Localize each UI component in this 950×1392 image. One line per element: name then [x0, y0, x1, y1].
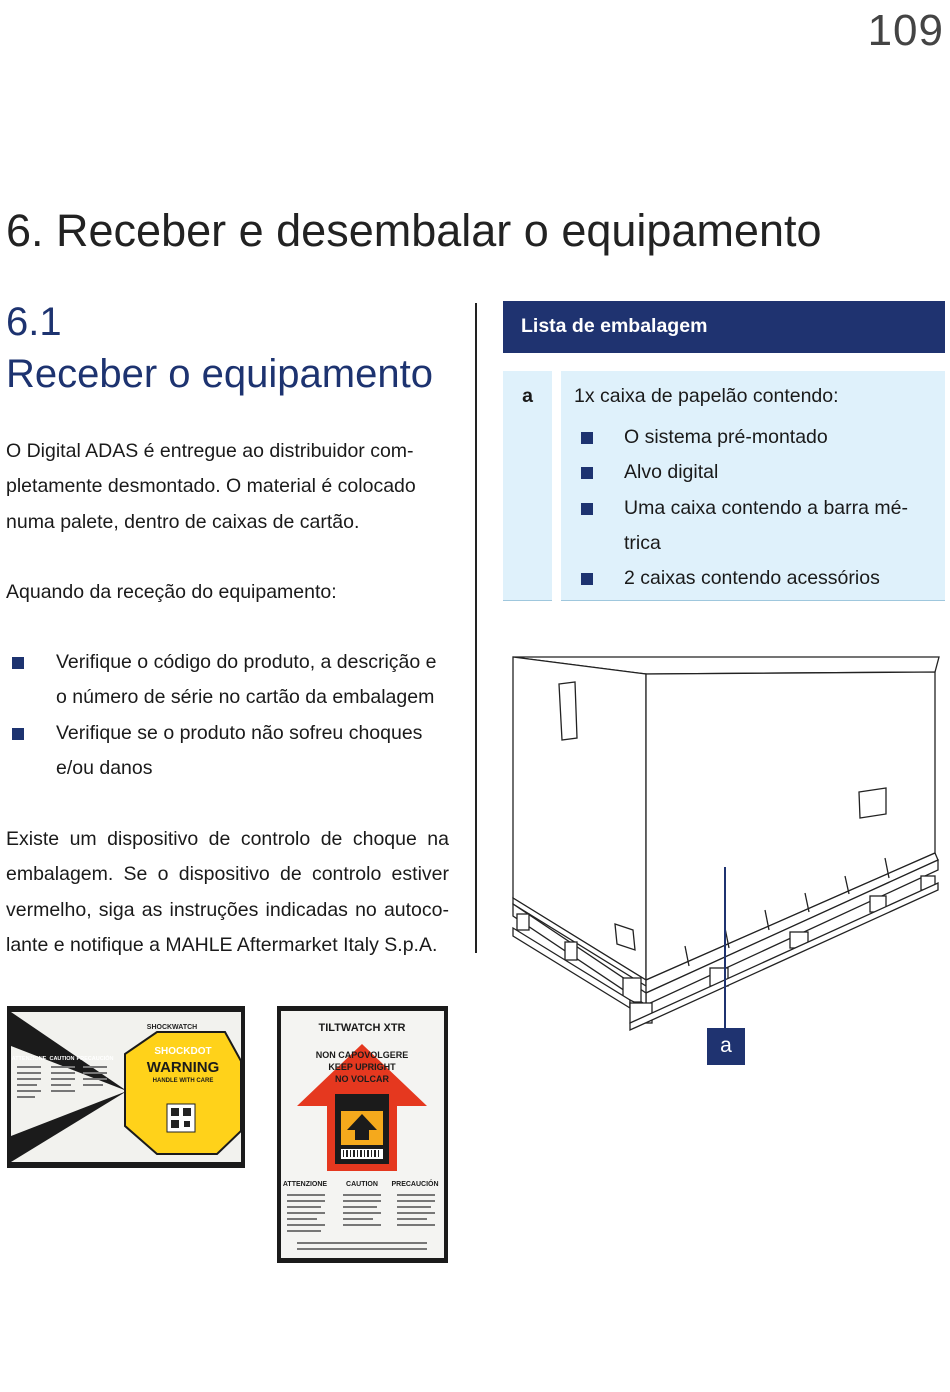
tiltwatch-col1: ATTENZIONE	[282, 1181, 328, 1188]
packing-lead: 1x caixa de papelão contendo:	[574, 385, 839, 407]
square-bullet-icon	[581, 467, 593, 479]
packing-item-text: 2 caixas contendo acessórios	[624, 567, 880, 590]
packing-list-header: Lista de embalagem	[503, 301, 945, 353]
packing-item-text: Uma caixa contendo a barra métrica	[624, 496, 908, 554]
page-number: 109	[867, 6, 944, 55]
square-bullet-icon	[581, 573, 593, 585]
shockwatch-product: SHOCKDOT	[154, 1046, 212, 1057]
shock-paragraph: Existe um dispositivo de controlo de choque na embalagem. Se o dispositivo de controlo estiver vermelho, siga as instruções indicadas no autocolante e notifique a MAHLE Aftermarket Italy S.p.A.	[6, 828, 449, 956]
packing-item	[561, 420, 945, 455]
section-title: Receber o equipamento	[6, 352, 433, 396]
shockwatch-col2: CAUTION	[49, 1056, 75, 1062]
tiltwatch-line2: KEEP UPRIGHT	[328, 1062, 396, 1072]
check-item-text: Verifique o código do produto, a descrição e o número de série no cartão da embalagem	[56, 651, 437, 709]
shockwatch-handle: HANDLE WITH CARE	[152, 1078, 214, 1084]
tiltwatch-label-photo	[277, 1006, 448, 1263]
shockwatch-label-photo	[7, 1006, 245, 1168]
packing-item	[561, 561, 945, 596]
check-item-text: Verifique se o produto não sofreu choques e/ou danos	[56, 721, 423, 779]
packing-key-cell	[503, 371, 552, 601]
packing-item	[561, 491, 945, 562]
crate-pallet-illustration	[505, 648, 947, 1068]
square-bullet-icon	[581, 503, 593, 515]
square-bullet-icon	[581, 432, 593, 444]
square-bullet-icon	[12, 657, 24, 669]
shockwatch-col1: ATTENZIONE	[11, 1056, 47, 1062]
shockwatch-warning: WARNING	[146, 1059, 220, 1076]
chapter-title: 6. Receber e desembalar o equipamento	[6, 205, 822, 256]
callout-label: a	[707, 1028, 745, 1065]
packing-item-text: Alvo digital	[624, 461, 719, 484]
shockwatch-brand: SHOCKWATCH	[146, 1024, 198, 1031]
intro-paragraph: O Digital ADAS é entregue ao distribuidor completamente desmontado. O material é colocado numa palete, dentro de caixas de cartão.	[6, 440, 416, 533]
packing-content-cell	[561, 371, 945, 601]
packing-item	[561, 455, 945, 490]
section-number: 6.1	[6, 300, 62, 344]
check-list	[6, 645, 449, 786]
reception-intro: Aquando da receção do equipamento:	[6, 581, 337, 603]
tiltwatch-col2: CAUTION	[346, 1181, 378, 1188]
check-item	[6, 645, 449, 716]
tiltwatch-line1: NON CAPOVOLGERE	[315, 1050, 409, 1060]
tiltwatch-brand: TILTWATCH XTR	[318, 1022, 406, 1034]
tiltwatch-line3: NO VOLCAR	[335, 1074, 389, 1084]
packing-key: a	[522, 385, 533, 407]
square-bullet-icon	[12, 728, 24, 740]
shockwatch-col3: PRECAUCIÓN	[76, 1056, 114, 1062]
packing-items	[561, 420, 945, 596]
column-divider	[475, 303, 477, 953]
tiltwatch-col3: PRECAUCIÓN	[391, 1181, 439, 1188]
check-item	[6, 716, 449, 787]
packing-item-text: O sistema pré-montado	[624, 426, 828, 448]
